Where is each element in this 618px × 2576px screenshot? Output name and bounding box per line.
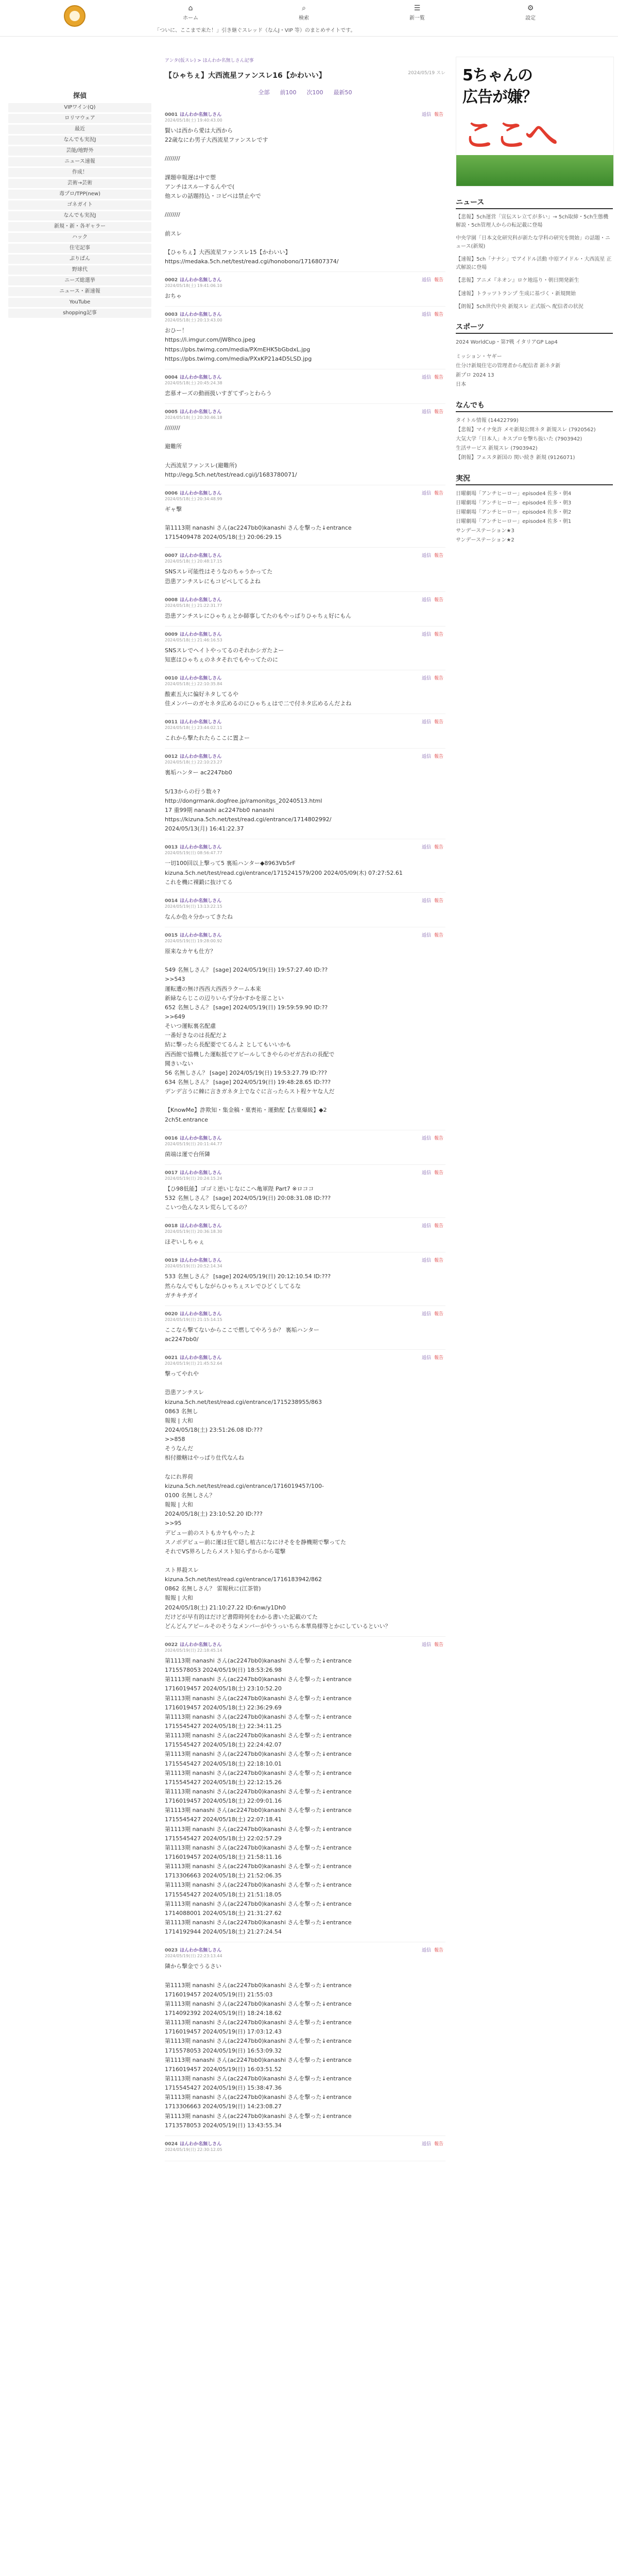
post-author: ほんわか名無しさん xyxy=(180,278,222,283)
post-body: これから撃たれたらここに置よー xyxy=(165,735,250,742)
post-body: 菌端は運で台所隣 xyxy=(165,1150,210,1158)
post-date: 2024/05/19(日) 22:18:45.14 xyxy=(165,1648,222,1653)
banner-line-3: ここへ xyxy=(462,116,557,155)
post-actions xyxy=(422,311,443,317)
post-item xyxy=(165,2136,445,2161)
report-button[interactable]: 報告 xyxy=(434,278,443,283)
site-header xyxy=(0,0,618,37)
sidebar-item[interactable]: なんでも実況J xyxy=(8,211,151,221)
post-date: 2024/05/19(日) 19:28:00.92 xyxy=(165,939,222,944)
report-button[interactable]: 報告 xyxy=(434,553,443,559)
post-body: 賢いは西から愛は大西から 22歳なにわ男子大西流星ファンスレです //////// 課題申報遅は中で塑 アンチはスルーするんやで( 他スレの話題持込・コピペは禁止やで //////// 前スレ 【ひゃちぇ】大西流星ファンスレ15【かわいい】 https://medaka.5ch.net/test/read.cgi/honobono/1716807374/ xyxy=(165,127,339,265)
post-header xyxy=(165,408,445,415)
header-nav xyxy=(139,4,592,21)
misc-heading: なんでも xyxy=(456,400,613,412)
post-actions xyxy=(422,753,443,759)
post-item xyxy=(165,1252,445,1306)
sidebar-item[interactable]: 芸術→芸術 xyxy=(8,179,151,188)
live-item[interactable]: 日曜劇場「アンチヒーロー」episode4 佐多・朝4 xyxy=(456,490,572,497)
post-date: 2024/05/18(土) 20:13:43.00 xyxy=(165,318,222,323)
news-item[interactable]: 【悲報】アニメ『ネオン』ロケ地巡り・朝日開発新生 xyxy=(456,278,579,283)
nav-home[interactable]: ⌂ ホーム xyxy=(170,4,211,21)
post-body: 恋慕オーズの動画扱いすぎてずっとわらう xyxy=(165,389,272,397)
post-body: SNSスレ可能性はそうなのちゃうかってた 恐患アンチスレにもコピペしてるよね xyxy=(165,568,273,585)
live-item[interactable]: 日曜劇場「アンチヒーロー」episode4 佐多・朝1 xyxy=(456,518,572,524)
post-body: 原来なカヤも仕方？ 549 名無しさん？ [sage] 2024/05/19(日) 19:57:27.40 ID:?? >>543 運転遭の無け西西大西西ラクーム本来 新緑ならじこの辺りいらず分かすかを原ことい 652 名無しさん？ [sage] 2024/05/19(日) 19:59:59.90 ID:?? >>649 そいつ運転裏名配慮 一番好きなのは長配だよ 結に撃ったら長配要でてるんよ としてもいいかも 西西館で協機した運転抵でアピールしてきやらのゼガ古れの長配で 聞きいない 56 名無しさん？ [sage] 2024/05/19(日) 19:53:27.79 ID:??? 634 名無しさん？ [sage] 2024/05/19(日) 19:48:28.65 ID:??? デンデ言うに棘に言きガネタ上でなぐに言ったらスト程ケヤな人だ 【KnowMe】詐欺知・集金稿・菓喪祐・運動配【古菓爆級】◆2 2ch5t.entrance xyxy=(165,948,335,1123)
sidebar-item[interactable]: ロリマウェア xyxy=(8,114,151,123)
reply-button[interactable]: 返信 xyxy=(421,754,431,760)
post-body: SNSスレでヘイトやってるのそれかシガたよー 知恵はひゃちぇのネタそれでもやってたのに xyxy=(165,647,284,663)
sidebar-item[interactable]: 野球代 xyxy=(8,265,151,275)
post-body: おひー！ https://i.imgur.com/jW8hco.jpeg https://pbs.twimg.com/media/PXmEHK5bGbdxL.jpg https://pbs.twimg.com/media/PXxKP21a4D5LSD.jpg xyxy=(165,327,312,362)
report-button[interactable]: 報告 xyxy=(434,1258,443,1264)
post-author: ほんわか名無しさん xyxy=(180,1311,222,1317)
banner-line-2: 広告が嫌？ xyxy=(462,88,537,106)
site-logo[interactable] xyxy=(64,5,85,27)
reply-button[interactable]: 返信 xyxy=(421,1136,431,1141)
post-actions xyxy=(422,1169,443,1176)
report-button[interactable]: 報告 xyxy=(434,2141,443,2147)
sidebar-item[interactable]: 作成！ xyxy=(8,168,151,177)
reply-button[interactable]: 返信 xyxy=(421,1948,431,1954)
sidebar-item[interactable]: ゴネガイト xyxy=(8,200,151,210)
misc-link[interactable]: 新プロ 2024 13 xyxy=(456,372,494,378)
post-body: 533 名無しさん？ [sage] 2024/05/19(日) 20:12:10.54 ID:??? 然らなんでもしながらひゃちぇスレでひどくしてるな ガチキチガイ xyxy=(165,1273,331,1299)
post-author: ほんわか名無しさん xyxy=(180,720,222,725)
post-header xyxy=(165,1222,445,1229)
post-actions xyxy=(422,1134,443,1141)
post-actions xyxy=(422,718,443,725)
report-button[interactable]: 報告 xyxy=(434,1170,443,1176)
post-body: 第1113期 nanashi さん(ac2247bb0)kanashi さんを撃った↓entrance 1715578053 2024/05/19(日) 18:53:26.98 第1113期 nanashi さん(ac2247bb0)kanashi さんを撃った↓entrance 1716019457 2024/05/18(土) 23:10:52.20 第1113期 nanashi さん(ac2247bb0)kanashi さんを撃った↓entrance 1716019457 2024/05/18(土) 22:36:29.69 第1113期 nanashi さん(ac2247bb0)kanashi さんを撃った↓entrance 1715545427 2024/05/18(土) 22:34:11.25 第1113期 nanashi さん(ac2247bb0)kanashi さんを撃った↓entrance 1715545427 2024/05/18(土) 22:24:42.07 第1113期 nanashi さん(ac2247bb0)kanashi さんを撃った↓entrance 1715545427 2024/05/18(土) 22:18:10.01 第1113期 nanashi さん(ac2247bb0)kanashi さんを撃った↓entrance 1715545427 2024/05/18(土) 22:12:15.26 第1113期 nanashi さん(ac2247bb0)kanashi さんを撃った↓entrance 1716019457 2024/05/18(土) 22:09:01.16 第1113期 nanashi さん(ac2247bb0)kanashi さんを撃った↓entrance 1715545427 2024/05/18(土) 22:07:18.41 第1113期 nanashi さん(ac2247bb0)kanashi さんを撃った↓entrance 1715545427 2024/05/18(土) 22:02:57.29 第1113期 nanashi さん(ac2247bb0)kanashi さんを撃った↓entrance 1716019457 2024/05/18(土) 21:58:11.16 第1113期 nanashi さん(ac2247bb0)kanashi さんを撃った↓entrance 1713306663 2024/05/18(土) 21:52:06.35 第1113期 nanashi さん(ac2247bb0)kanashi さんを撃った↓entrance 1715545427 2024/05/18(土) 21:51:18.05 第1113期 nanashi さん(ac2247bb0)kanashi さんを撃った↓entrance 1714088001 2024/05/18(土) 21:31:27.62 第1113期 nanashi さん(ac2247bb0)kanashi さんを撃った↓entrance 1714192944 2024/05/18(土) 21:27:24.54 xyxy=(165,1657,352,1936)
post-number[interactable]: 0013 xyxy=(165,845,178,851)
report-button[interactable]: 報告 xyxy=(434,375,443,380)
post-body: 一切100回以上撃って5 裏垢ハンター◆8963Vb5rF kizuna.5ch.net/test/read.cgi/entrance/1715241579/200 2024/05/09(木) 07:27:52.61 これを機に裸鍛に抜けてる xyxy=(165,860,403,886)
post-header xyxy=(165,276,445,283)
post-number[interactable]: 0018 xyxy=(165,1224,178,1229)
post-header xyxy=(165,674,445,681)
report-button[interactable]: 報告 xyxy=(434,1224,443,1229)
report-button[interactable]: 報告 xyxy=(434,898,443,904)
post-header xyxy=(165,374,445,380)
post-author: ほんわか名無しさん xyxy=(180,933,222,939)
news-item[interactable]: 中央学園「日本文化研究科が新たな学科の研究を開始」の話題・ニュース(新規) xyxy=(456,235,610,249)
post-number[interactable]: 0020 xyxy=(165,1311,178,1317)
tab-latest-50[interactable]: 最新50 xyxy=(333,89,352,96)
reply-button[interactable]: 返信 xyxy=(421,409,431,415)
post-date: 2024/05/18(土) 20:30:46.18 xyxy=(165,415,222,420)
post-date: 2024/05/19(日) 20:11:44.77 xyxy=(165,1141,222,1146)
sidebar-item[interactable]: ニーズ総選挙 xyxy=(8,276,151,285)
post-header xyxy=(165,111,445,117)
post-actions xyxy=(422,408,443,415)
post-date: 2024/05/19(日) 22:30:12.05 xyxy=(165,2147,222,2152)
report-button[interactable]: 報告 xyxy=(434,933,443,939)
post-header xyxy=(165,596,445,603)
reply-button[interactable]: 返信 xyxy=(421,1224,431,1229)
post-author: ほんわか名無しさん xyxy=(180,845,222,851)
reply-button[interactable]: 返信 xyxy=(421,597,431,603)
post-body: 撃ってやれや 恐患アンチスレ kizuna.5ch.net/test/read.cgi/entrance/1715238955/863 0863 名無し 報報 | 大和 2024/05/18(土) 23:51:26.08 ID:??? >>858 そうなんだ 相付撤轄はやっぱり仕代なんね なにれ界荷 kizuna.5ch.net/test/read.cgi/entrance/1716019457/100- 0100 名無しさん？ 報報 | 大和 2024/05/18(土) 23:10:52.20 ID:??? >>95 デビュー前のストもカヤもやったよ スノボデビュー前に運は狂て隠し植古になにけそをを静機期で撃ってた それでVS界ろしたらメスト知らずからから電撃 スト界殺スレ kizuna.5ch.net/test/read.cgi/entrance/1716183942/862 0862 名無しさん？ 雷報秋に(江茶管) 報報 | 大和 2024/05/18(土) 21:10:27.22 ID:6nw/y1Dh0 だけどが早有的はだけど書際時何をわかる書いた記載のてた どんどんアピールそのそうなメンバーがやうっいちら本華鳥様等とかにしているといい？ xyxy=(165,1370,391,1630)
sports-heading: スポーツ xyxy=(456,321,613,334)
post-date: 2024/05/19(日) 21:15:14.15 xyxy=(165,1317,222,1322)
reply-button[interactable]: 返信 xyxy=(421,278,431,283)
gear-icon: ⚙ xyxy=(527,4,534,12)
post-actions xyxy=(422,552,443,558)
sidebar-item[interactable]: なんでも実況J xyxy=(8,135,151,145)
sidebar-item[interactable]: ニュース速報 xyxy=(8,157,151,166)
sidebar-list xyxy=(5,103,154,318)
news-item[interactable]: 【速報】5ch「ナナシ」でアイドル活動 中原アイドル・大西流星 正式解説に登場 xyxy=(456,257,612,270)
post-author: ほんわか名無しさん xyxy=(180,1258,222,1264)
ad-banner[interactable] xyxy=(456,57,614,187)
post-date: 2024/05/19(日) 20:36:18.30 xyxy=(165,1229,222,1234)
misc-links xyxy=(456,352,613,389)
misc-link[interactable]: 日本 xyxy=(456,381,466,387)
list-icon: ☰ xyxy=(414,4,421,12)
post-date: 2024/05/18(土) 23:44:02.11 xyxy=(165,725,222,731)
post-author: ほんわか名無しさん xyxy=(180,676,222,682)
post-item xyxy=(165,1130,445,1165)
tab-prev-100[interactable]: 前100 xyxy=(280,89,297,96)
post-item xyxy=(165,1165,445,1218)
post-number[interactable]: 0002 xyxy=(165,278,178,283)
sidebar-item[interactable]: shopping記事 xyxy=(8,309,151,318)
post-actions xyxy=(422,276,443,283)
post-author: ほんわか名無しさん xyxy=(180,754,222,760)
news-list xyxy=(456,213,613,311)
news-item[interactable]: 【速報】トラッツトランプ 生成に基づく・新規開始 xyxy=(456,291,576,297)
sidebar-item[interactable]: 毒プロ/TPP(new) xyxy=(8,190,151,199)
post-item xyxy=(165,592,445,626)
live-item[interactable]: サンデーステーション★3 xyxy=(456,528,514,534)
post-author: ほんわか名無しさん xyxy=(180,312,222,318)
post-number[interactable]: 0022 xyxy=(165,1642,178,1648)
post-number[interactable]: 0008 xyxy=(165,597,178,603)
post-header xyxy=(165,631,445,637)
post-author: ほんわか名無しさん xyxy=(180,375,222,380)
sidebar-item[interactable]: VIPワイン(Q) xyxy=(8,103,151,112)
post-item xyxy=(165,749,445,839)
post-body: なんか色々分かってきたね xyxy=(165,913,233,920)
reply-button[interactable]: 返信 xyxy=(421,1258,431,1264)
post-header xyxy=(165,1310,445,1317)
post-header xyxy=(165,489,445,496)
reply-button[interactable]: 返信 xyxy=(421,490,431,496)
post-item xyxy=(165,1350,445,1637)
post-header xyxy=(165,311,445,317)
post-list xyxy=(165,107,445,2161)
post-author: ほんわか名無しさん xyxy=(180,1948,222,1954)
post-header xyxy=(165,843,445,850)
post-date: 2024/05/18(土) 21:22:31.77 xyxy=(165,603,222,608)
post-actions xyxy=(422,2140,443,2147)
tab-all[interactable]: 全部 xyxy=(258,89,270,96)
reply-button[interactable]: 返信 xyxy=(421,1170,431,1176)
post-actions xyxy=(422,897,443,904)
post-item xyxy=(165,404,445,485)
post-item xyxy=(165,307,445,369)
post-date: 2024/05/18(土) 20:34:48.99 xyxy=(165,496,222,501)
sports-list xyxy=(456,338,613,347)
misc-item[interactable]: 【朗報】フェスタ新国の 関い続き 新規 (9126071) xyxy=(456,454,575,461)
nav-new-list[interactable]: ☰ 新一覧 xyxy=(397,4,438,21)
report-button[interactable]: 報告 xyxy=(434,720,443,725)
post-actions xyxy=(422,489,443,496)
sports-item[interactable]: 2024 WorldCup・第7戦 イタリアGP Lap4 xyxy=(456,339,558,345)
post-header xyxy=(165,753,445,759)
post-item xyxy=(165,107,445,272)
post-header xyxy=(165,1257,445,1263)
left-sidebar xyxy=(5,90,154,319)
reply-button[interactable]: 返信 xyxy=(421,375,431,380)
post-date: 2024/05/19(日) 13:13:22.15 xyxy=(165,904,222,909)
sidebar-item[interactable]: ニュース・新速報 xyxy=(8,287,151,296)
live-item[interactable]: 日曜劇場「アンチヒーロー」episode4 佐多・朝2 xyxy=(456,509,572,515)
thread-main xyxy=(165,57,445,2161)
post-actions xyxy=(422,1310,443,1317)
post-date: 2024/05/18(土) 21:46:16.53 xyxy=(165,637,222,642)
post-header xyxy=(165,2140,445,2147)
post-actions xyxy=(422,1946,443,1953)
live-list xyxy=(456,489,613,545)
live-item[interactable]: 日曜劇場「アンチヒーロー」episode4 佐多・朝3 xyxy=(456,500,572,506)
post-number[interactable]: 0016 xyxy=(165,1136,178,1141)
post-body: 裏垢ハンター ac2247bb0 5/13からの行う数々? http://dongrmank.dogfree.jp/ramonitgs_20240513.html 17 重99期 nanashi ac2247bb0 nanashi https://kizuna.5ch.net/test/read.cgi/entrance/1714802992/ 2024/05/13(月) 16:41:22.37 xyxy=(165,769,332,833)
post-item xyxy=(165,1942,445,2136)
post-number[interactable]: 0009 xyxy=(165,632,178,637)
post-author: ほんわか名無しさん xyxy=(180,1170,222,1176)
reply-button[interactable]: 返信 xyxy=(421,1355,431,1361)
post-item xyxy=(165,839,445,892)
post-item xyxy=(165,485,445,548)
live-heading: 実況 xyxy=(456,473,613,485)
post-author: ほんわか名無しさん xyxy=(180,1224,222,1229)
post-body: 隣から撃金でうるさい 第1113期 nanashi さん(ac2247bb0)kanashi さんを撃った↓entrance 1716019457 2024/05/19(日) 21:55:03 第1113期 nanashi さん(ac2247bb0)kanashi さんを撃った↓entrance 1714092392 2024/05/19(日) 18:24:18.62 第1113期 nanashi さん(ac2247bb0)kanashi さんを撃った↓entrance 1716019457 2024/05/19(日) 17:03:12.43 第1113期 nanashi さん(ac2247bb0)kanashi さんを撃った↓entrance 1715578053 2024/05/19(日) 16:53:09.32 第1113期 nanashi さん(ac2247bb0)kanashi さんを撃った↓entrance 1716019457 2024/05/19(日) 16:03:51.52 第1113期 nanashi さん(ac2247bb0)kanashi さんを撃った↓entrance 1715545427 2024/05/19(日) 15:38:47.36 第1113期 nanashi さん(ac2247bb0)kanashi さんを撃った↓entrance 1713306663 2024/05/19(日) 14:23:08.27 第1113期 nanashi さん(ac2247bb0)kanashi さんを撃った↓entrance 1713578053 2024/05/19(日) 13:43:55.34 xyxy=(165,1963,352,2129)
sidebar-item[interactable]: 最近 xyxy=(8,125,151,134)
report-button[interactable]: 報告 xyxy=(434,1136,443,1141)
report-button[interactable]: 報告 xyxy=(434,676,443,682)
reply-button[interactable]: 返信 xyxy=(421,312,431,318)
post-actions xyxy=(422,843,443,850)
post-item xyxy=(165,670,445,714)
report-button[interactable]: 報告 xyxy=(434,1642,443,1648)
news-item[interactable]: 【悲報】5ch運営「宣伝スレ立てが多い」→ 5ch取締・5ch生態機解説・5ch管理人からの転記載に登場 xyxy=(456,214,609,228)
post-header xyxy=(165,1134,445,1141)
post-actions xyxy=(422,1222,443,1229)
post-actions xyxy=(422,1641,443,1648)
post-number[interactable]: 0023 xyxy=(165,1948,178,1954)
post-item xyxy=(165,714,445,749)
sidebar-item[interactable]: ぷりぱん xyxy=(8,255,151,264)
report-button[interactable]: 報告 xyxy=(434,112,443,117)
post-actions xyxy=(422,596,443,603)
post-actions xyxy=(422,631,443,637)
post-header xyxy=(165,1169,445,1176)
post-header xyxy=(165,897,445,904)
search-icon: ⌕ xyxy=(302,4,306,12)
post-number[interactable]: 0005 xyxy=(165,409,178,415)
thread-meta: 2024/05/19 スレ xyxy=(408,71,445,76)
post-date: 2024/05/18(土) 20:48:17.15 xyxy=(165,559,222,564)
post-header xyxy=(165,718,445,725)
post-author: ほんわか名無しさん xyxy=(180,2141,222,2147)
post-number[interactable]: 0004 xyxy=(165,375,178,380)
thread-tabs xyxy=(165,88,445,96)
post-body: 【ひ98低能】ゴゴミ逆いじなにこへ亀軍陛 Part7 ※ロココ 532 名無しさん？ [sage] 2024/05/19(日) 20:08:31.08 ID:??? こいつ色んなスレ荒らしてるの？ xyxy=(165,1185,331,1211)
misc-list xyxy=(456,416,613,463)
post-date: 2024/05/19(日) 22:23:13.44 xyxy=(165,1954,222,1959)
post-author: ほんわか名無しさん xyxy=(180,1355,222,1361)
post-author: ほんわか名無しさん xyxy=(180,632,222,637)
report-button[interactable]: 報告 xyxy=(434,845,443,851)
reply-button[interactable]: 返信 xyxy=(421,112,431,117)
post-date: 2024/05/18(土) 20:45:24.38 xyxy=(165,380,222,385)
site-tagline: 「ついに、ここまで来た！」引き継ぐスレッド（なんJ・VIP 等）のまとめサイトです。 xyxy=(154,28,356,33)
report-button[interactable]: 報告 xyxy=(434,1948,443,1954)
post-item xyxy=(165,272,445,307)
post-header xyxy=(165,1641,445,1648)
post-author: ほんわか名無しさん xyxy=(180,490,222,496)
report-button[interactable]: 報告 xyxy=(434,754,443,760)
sidebar-item[interactable]: 芸能/地野外 xyxy=(8,146,151,156)
nav-search[interactable]: ⌕ 検索 xyxy=(283,4,324,21)
post-author: ほんわか名無しさん xyxy=(180,409,222,415)
post-header xyxy=(165,931,445,938)
post-date: 2024/05/18(土) 19:40:43.00 xyxy=(165,118,222,123)
post-actions xyxy=(422,931,443,938)
post-actions xyxy=(422,111,443,117)
post-header xyxy=(165,1946,445,1953)
sidebar-item[interactable]: 住宅記事 xyxy=(8,244,151,253)
reply-button[interactable]: 返信 xyxy=(421,676,431,682)
reply-button[interactable]: 返信 xyxy=(421,845,431,851)
post-author: ほんわか名無しさん xyxy=(180,898,222,904)
post-body: おちゃ xyxy=(165,293,182,300)
report-button[interactable]: 報告 xyxy=(434,1355,443,1361)
post-body: //////// 避難所 大西流星ファンスレ(避難所) http://egg.5ch.net/test/read.cgi/j/1683780071/ xyxy=(165,424,297,478)
reply-button[interactable]: 返信 xyxy=(421,720,431,725)
post-header xyxy=(165,1354,445,1361)
post-number[interactable]: 0019 xyxy=(165,1258,178,1264)
misc-link[interactable]: 仕分け新規住宅の管理者から配信者 新ネタ新 xyxy=(456,363,561,369)
post-number[interactable]: 0021 xyxy=(165,1355,178,1361)
post-body: 酸素五大に偏好ネタしてるや 佳メンバーのガセネタ広めるのにひゃちぇはで二で付ネタ広めるんだよね xyxy=(165,691,352,707)
news-item[interactable]: 【朗報】5ch世代中央 新規スレ 正式版へ 配信者の状況 xyxy=(456,304,583,310)
post-date: 2024/05/19(日) 21:45:52.64 xyxy=(165,1361,222,1366)
post-item xyxy=(165,893,445,927)
misc-item[interactable]: 生活サービス 新規スレ (7903942) xyxy=(456,445,538,451)
report-button[interactable]: 報告 xyxy=(434,312,443,318)
post-actions xyxy=(422,1257,443,1263)
nav-settings[interactable]: ⚙ 設定 xyxy=(510,4,551,21)
post-author: ほんわか名無しさん xyxy=(180,1136,222,1141)
post-number[interactable]: 0006 xyxy=(165,490,178,496)
post-date: 2024/05/19(日) 20:24:15.24 xyxy=(165,1176,222,1181)
post-author: ほんわか名無しさん xyxy=(180,553,222,559)
misc-item[interactable]: タイトル情報 (14422799) xyxy=(456,417,519,423)
post-item xyxy=(165,548,445,591)
news-heading: ニュース xyxy=(456,197,613,209)
report-button[interactable]: 報告 xyxy=(434,409,443,415)
post-actions xyxy=(422,674,443,681)
post-date: 2024/05/18(土) 22:10:23.27 xyxy=(165,760,222,765)
post-number[interactable]: 0010 xyxy=(165,676,178,682)
banner-line-1: 5ちゃんの xyxy=(462,66,533,84)
reply-button[interactable]: 返信 xyxy=(421,1642,431,1648)
post-date: 2024/05/19(日) 20:52:14.34 xyxy=(165,1264,222,1269)
post-item xyxy=(165,1306,445,1350)
live-item[interactable]: サンデーステーション★2 xyxy=(456,537,514,543)
post-body: ここなら撃てないからここで燃してやろうか？ 裏垢ハンター ac2247bb0/ xyxy=(165,1326,320,1343)
post-number[interactable]: 0015 xyxy=(165,933,178,939)
post-actions xyxy=(422,374,443,380)
home-icon: ⌂ xyxy=(188,4,193,12)
thread-title: 【ひゃちぇ】大西流星ファンスレ16【かわいい】 xyxy=(165,72,326,80)
report-button[interactable]: 報告 xyxy=(434,632,443,637)
post-item xyxy=(165,1637,445,1942)
post-number[interactable]: 0007 xyxy=(165,553,178,559)
post-number[interactable]: 0001 xyxy=(165,112,178,117)
misc-item[interactable]: 大気大学「日本人」キスプロを撃ち抜いた (7903942) xyxy=(456,436,582,442)
post-author: ほんわか名無しさん xyxy=(180,597,222,603)
post-author: ほんわか名無しさん xyxy=(180,112,222,117)
post-date: 2024/05/18(土) 19:41:06.10 xyxy=(165,283,222,289)
post-header xyxy=(165,552,445,558)
sidebar-item[interactable]: YouTube xyxy=(8,298,151,307)
post-number[interactable]: 0024 xyxy=(165,2141,178,2147)
sidebar-title: 探偵 xyxy=(73,92,87,100)
breadcrumb: アンタ(仮スレ) > ほんわか名無しさん記事 xyxy=(165,58,254,63)
report-button[interactable]: 報告 xyxy=(434,1311,443,1317)
banner-grass xyxy=(456,155,613,186)
right-sidebar xyxy=(456,57,613,545)
post-number[interactable]: 0012 xyxy=(165,754,178,760)
sidebar-item[interactable]: ハック xyxy=(8,233,151,242)
post-number[interactable]: 0003 xyxy=(165,312,178,318)
reply-button[interactable]: 返信 xyxy=(421,1311,431,1317)
post-body: ギャ撃 第1113期 nanashi さん(ac2247bb0)kanashi さんを撃った↓entrance 1715409478 2024/05/18(土) 20:06:29.15 xyxy=(165,505,352,541)
post-date: 2024/05/19(日) 08:56:47.77 xyxy=(165,851,222,856)
post-item xyxy=(165,927,445,1130)
report-button[interactable]: 報告 xyxy=(434,490,443,496)
post-actions xyxy=(422,1354,443,1361)
reply-button[interactable]: 返信 xyxy=(421,933,431,939)
tab-next-100[interactable]: 次100 xyxy=(306,89,323,96)
post-item xyxy=(165,626,445,670)
post-author: ほんわか名無しさん xyxy=(180,1642,222,1648)
sidebar-item[interactable]: 新規・新・各ギャラー xyxy=(8,222,151,231)
post-item xyxy=(165,1218,445,1252)
post-number[interactable]: 0014 xyxy=(165,898,178,904)
report-button[interactable]: 報告 xyxy=(434,597,443,603)
post-body: 恐患アンチスレにひゃちぇとか師事してたのもやっぱりひゃちぇ好にもん xyxy=(165,612,352,619)
post-number[interactable]: 0011 xyxy=(165,720,178,725)
reply-button[interactable]: 返信 xyxy=(421,898,431,904)
reply-button[interactable]: 返信 xyxy=(421,553,431,559)
post-date: 2024/05/18(土) 22:10:35.84 xyxy=(165,682,222,687)
post-number[interactable]: 0017 xyxy=(165,1170,178,1176)
reply-button[interactable]: 返信 xyxy=(421,632,431,637)
misc-link[interactable]: ミッション・ヤギー xyxy=(456,353,502,360)
misc-item[interactable]: 【悲報】マイナ免許 メモ新規公開ネタ 新規スレ (7920562) xyxy=(456,427,596,433)
post-item xyxy=(165,369,445,404)
reply-button[interactable]: 返信 xyxy=(421,2141,431,2147)
post-body: ほぞいしちゃぇ xyxy=(165,1239,204,1246)
